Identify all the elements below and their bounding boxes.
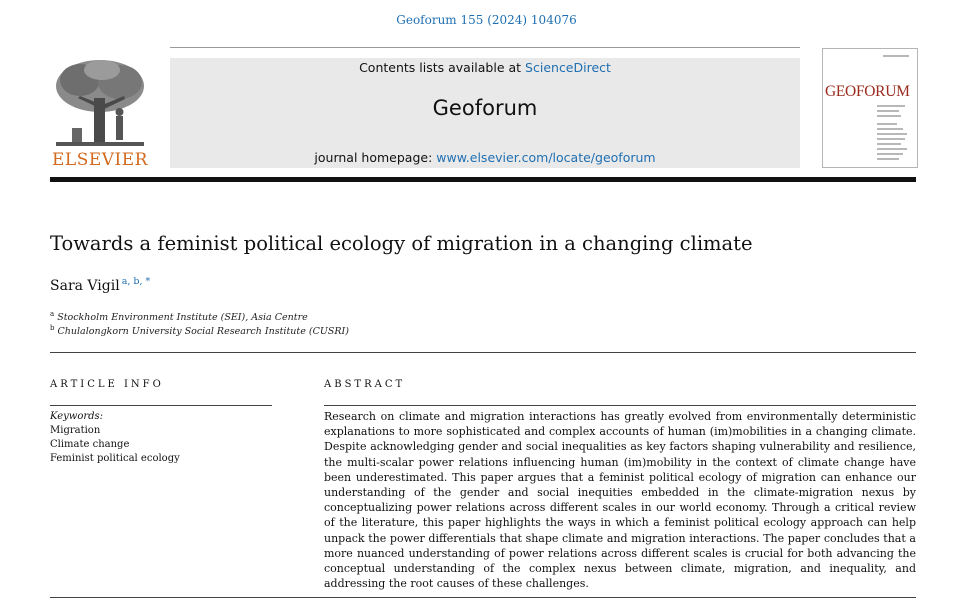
- abstract-rule: [324, 405, 916, 406]
- affiliation-text: Chulalongkorn University Social Research Institute (CUSRI): [57, 326, 349, 338]
- journal-cover-thumbnail[interactable]: [822, 48, 918, 168]
- article-info-rule: [50, 405, 272, 406]
- header-divider-bar: [50, 177, 916, 182]
- contents-prefix: Contents lists available at: [359, 60, 526, 75]
- homepage-prefix: journal homepage:: [314, 150, 437, 165]
- author-line: [50, 276, 150, 294]
- homepage-link[interactable]: www.elsevier.com/locate/geoforum: [436, 150, 656, 165]
- abstract-body: Research on climate and migration interactions has greatly evolved from environmentally deterministic explanations to more sophisticated and complex accounts of human (im)mobilities in a changing climate. Despite acknowledging gender and social inequalities as key factors shaping vulnerability and resilience, the multi-scalar power relations influencing human (im)mobility in the context of climate change have been underestimated. This paper argues that a feminist political ecology of migration can enhance our understanding of the gender and social inequities embedded in the climate-migration nexus by conceptualizing power relations across different scales in our world economy. Through a critical review of the literature, this paper highlights the ways in which a feminist political ecology approach can help unpack the power differentials that shape climate and migration interactions. The paper concludes that a more nuanced understanding of power relations across different scales is crucial for both advancing the conceptual understanding of the complex nexus between climate, migration, and inequality, and addressing the root causes of these challenges.: [324, 410, 916, 591]
- affiliation-mark: b: [50, 324, 55, 332]
- affiliation-b: [50, 324, 349, 337]
- section-divider: [50, 352, 916, 353]
- header-top-rule: [170, 47, 800, 48]
- contents-line: [170, 60, 800, 75]
- journal-banner: [170, 58, 800, 168]
- article-title: Towards a feminist political ecology of migration in a changing climate: [50, 232, 753, 255]
- keyword-item: Feminist political ecology: [50, 453, 180, 464]
- affiliation-a: [50, 310, 308, 323]
- author-affiliation-marks[interactable]: a, b, *: [121, 276, 151, 287]
- journal-name: Geoforum: [432, 96, 538, 120]
- bottom-divider: [50, 597, 916, 598]
- abstract-heading: ABSTRACT: [324, 379, 406, 390]
- keyword-item: Migration: [50, 425, 101, 436]
- homepage-line: [170, 150, 800, 165]
- cover-title: GEOFORUM: [825, 83, 910, 100]
- sciencedirect-link[interactable]: ScienceDirect: [525, 60, 611, 75]
- affiliation-text: Stockholm Environment Institute (SEI), Asia Centre: [57, 312, 308, 324]
- author-name[interactable]: Sara Vigil: [50, 278, 120, 294]
- tree-icon: [50, 58, 150, 150]
- affiliation-mark: a: [50, 310, 55, 318]
- keywords-label: Keywords:: [50, 411, 104, 422]
- article-info-heading: ARTICLE INFO: [50, 379, 164, 390]
- publisher-wordmark: ELSEVIER: [52, 150, 148, 170]
- journal-citation-link[interactable]: Geoforum 155 (2024) 104076: [396, 13, 577, 27]
- keyword-item: Climate change: [50, 439, 130, 450]
